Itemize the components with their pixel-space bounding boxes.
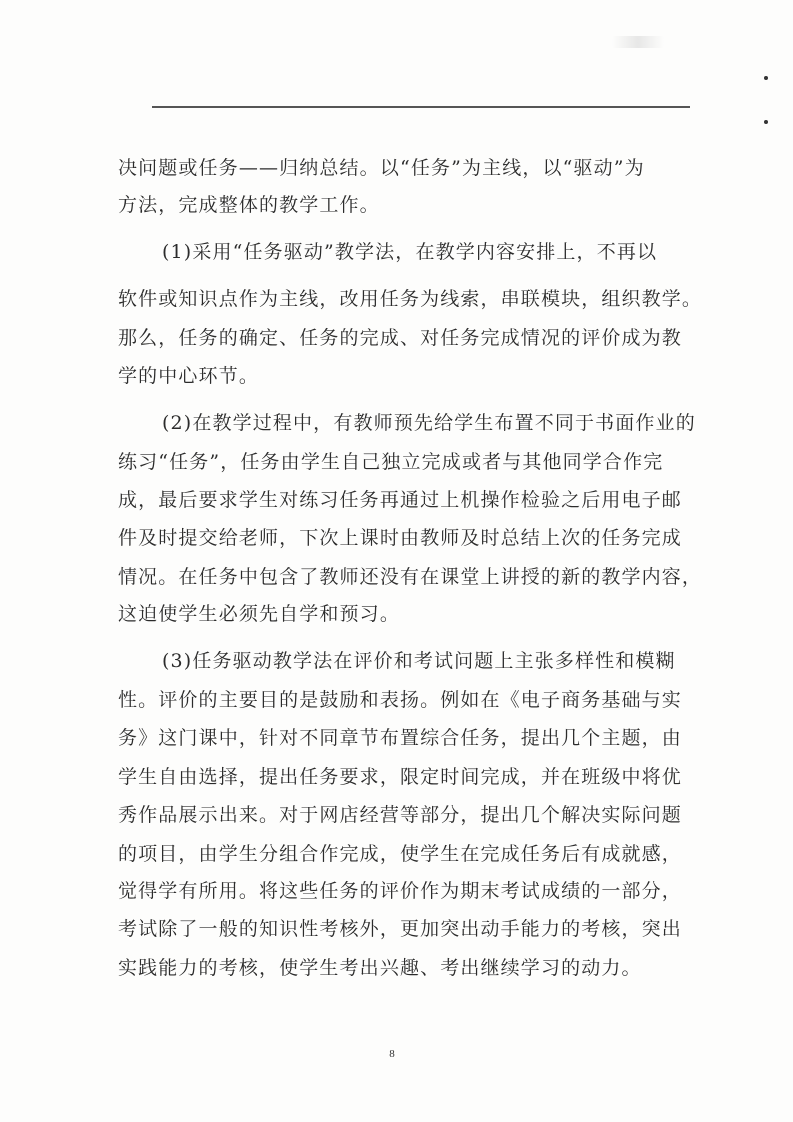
- text-line: 练习“任务”，任务由学生自己独立完成或者与其他同学合作完: [118, 451, 664, 473]
- text-line: 考试除了一般的知识性考核外，更加突出动手能力的考核，突出: [118, 918, 682, 940]
- header-faint-mark: [612, 36, 664, 48]
- text-line: 学的中心环节。: [118, 365, 259, 387]
- text-line: 成，最后要求学生对练习任务再通过上机操作检验之后用电子邮: [118, 489, 682, 511]
- text-line: 务》这门课中，针对不同章节布置综合任务，提出几个主题，由: [118, 727, 682, 749]
- header-rule: [152, 106, 690, 108]
- text-line: 软件或知识点作为主线，改用任务为线索，串联模块，组织教学。: [118, 288, 703, 310]
- text-line: (1)采用“任务驱动”教学法，在教学内容安排上，不再以: [162, 241, 658, 263]
- edge-dot: [764, 76, 768, 80]
- text-line: 觉得学有所用。将这些任务的评价作为期末考试成绩的一部分，: [118, 880, 682, 902]
- text-line: 决问题或任务——归纳总结。以“任务”为主线，以“驱动”为: [118, 157, 645, 179]
- text-line: 学生自由选择，提出任务要求，限定时间完成，并在班级中将优: [118, 766, 682, 788]
- text-line: 件及时提交给老师，下次上课时由教师及时总结上次的任务完成: [118, 527, 682, 549]
- text-line: (2)在教学过程中，有教师预先给学生布置不同于书面作业的: [162, 412, 696, 434]
- text-line: 方法，完成整体的教学工作。: [118, 194, 380, 216]
- text-line: 这迫使学生必须先自学和预习。: [118, 603, 400, 625]
- text-line: (3)任务驱动教学法在评价和考试问题上主张多样性和模糊: [162, 650, 676, 672]
- edge-dot: [764, 120, 768, 124]
- text-line: 性。评价的主要目的是鼓励和表扬。例如在《电子商务基础与实: [118, 689, 682, 711]
- text-line: 实践能力的考核，使学生考出兴趣、考出继续学习的动力。: [118, 957, 642, 979]
- page-number: 8: [389, 1048, 395, 1060]
- text-line: 秀作品展示出来。对于网店经营等部分，提出几个解决实际问题: [118, 804, 682, 826]
- text-line: 那么，任务的确定、任务的完成、对任务完成情况的评价成为教: [118, 327, 682, 349]
- text-line: 情况。在任务中包含了教师还没有在课堂上讲授的新的教学内容，: [118, 566, 703, 588]
- text-line: 的项目，由学生分组合作完成，使学生在完成任务后有成就感，: [118, 843, 682, 865]
